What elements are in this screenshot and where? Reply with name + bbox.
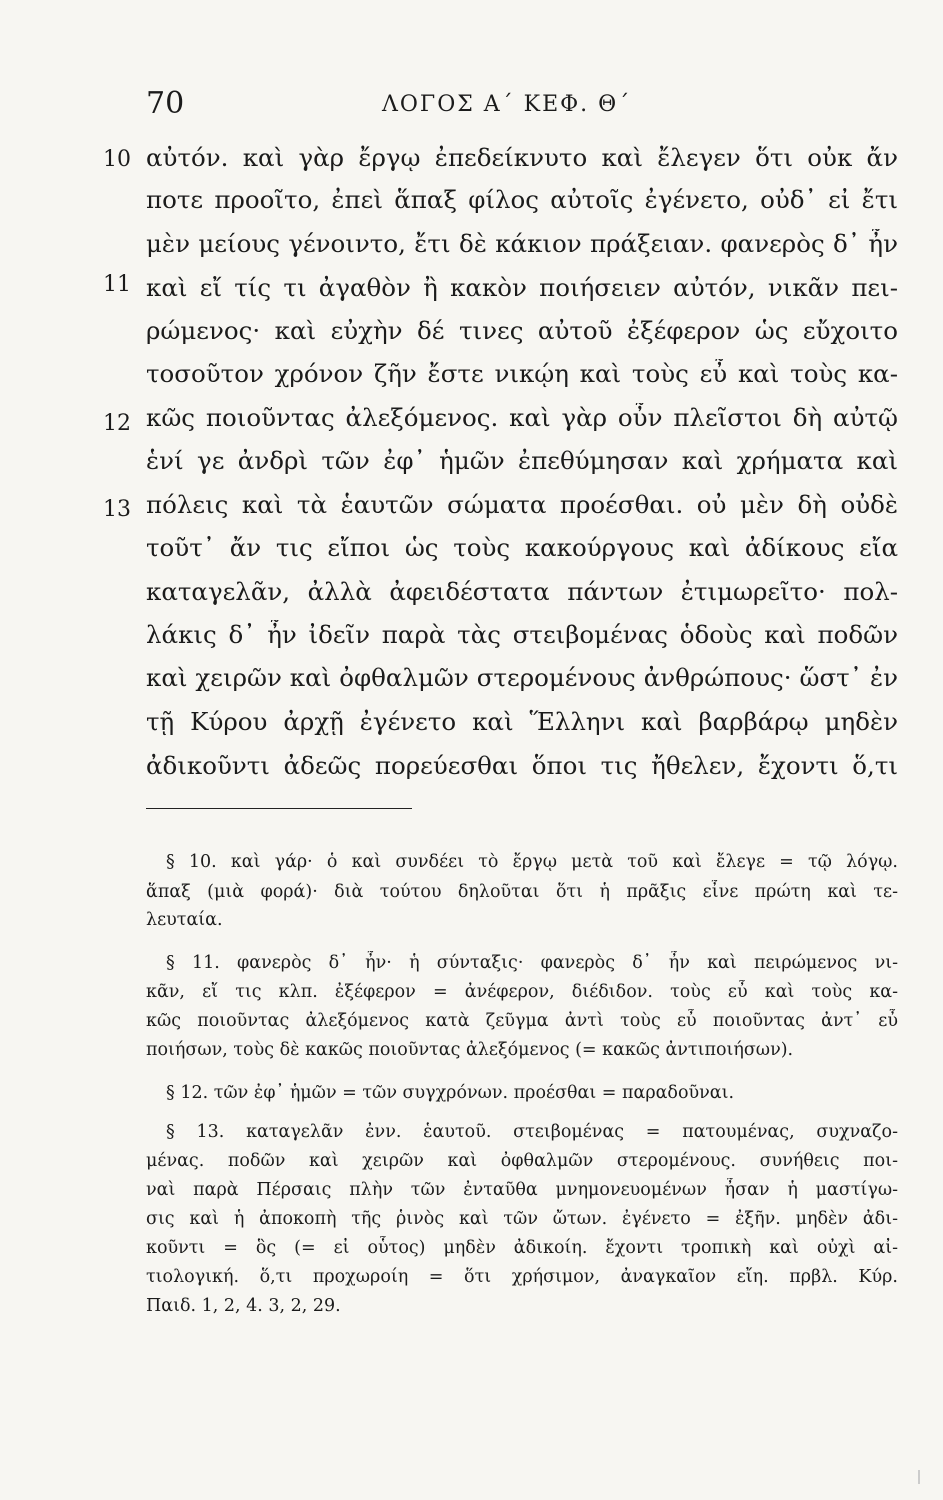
text-line: καὶ εἴ τίς τι ἀγαθὸν ἢ κακὸν ποιήσειεν αὐτόν, νικᾶν πει- <box>146 273 898 302</box>
footnote-line: § 10. καὶ γάρ· ὁ καὶ συνδέει τὸ ἔργῳ μετὰ τοῦ καὶ ἔλεγε = τῷ λόγῳ. <box>166 852 898 872</box>
text-line: ρώμενος· καὶ εὐχὴν δέ τινες αὐτοῦ ἐξέφερον ὡς εὔχοιτο <box>146 316 898 345</box>
footnote-line: κᾶν, εἴ τις κλπ. ἐξέφερον = ἀνέφερον, διέδιδον. τοὺς εὖ καὶ τοὺς κα- <box>146 982 898 1002</box>
running-head: ΛΟΓΟΣ Α΄ ΚΕΦ. Θ΄ <box>382 92 632 117</box>
text-line: καταγελᾶν, ἀλλὰ ἀφειδέστατα πάντων ἐτιμωρεῖτο· πολ- <box>146 577 898 606</box>
section-number-11: 11 <box>103 272 131 297</box>
text-line: λάκις δ᾽ ἦν ἰδεῖν παρὰ τὰς στειβομένας ὁδοὺς καὶ ποδῶν <box>146 620 898 649</box>
footnote-line: ἅπαξ (μιὰ φορά)· διὰ τούτου δηλοῦται ὅτι ἡ πρᾶξις εἶνε πρώτη καὶ τε- <box>146 882 898 902</box>
footnote-rule <box>146 808 412 809</box>
footnote-line: τιολογική. ὅ,τι προχωροίη = ὅτι χρήσιμον, ἀναγκαῖον εἴη. πρβλ. Κύρ. <box>146 1267 898 1287</box>
section-number-12: 12 <box>103 411 131 436</box>
text-line: καὶ χειρῶν καὶ ὀφθαλμῶν στερομένους ἀνθρώπους· ὥστ᾽ ἐν <box>146 663 898 692</box>
text-line: ποτε προοῖτο, ἐπεὶ ἅπαξ φίλος αὐτοῖς ἐγένετο, οὐδ᾽ εἰ ἔτι <box>146 185 898 214</box>
text-line: τοσοῦτον χρόνον ζῆν ἔστε νικῴη καὶ τοὺς εὖ καὶ τοὺς κα- <box>146 359 898 388</box>
footnote-line: λευταία. <box>146 910 223 930</box>
scan-mark <box>918 1470 920 1484</box>
footnote-line: κοῦντι = ὃς (= εἰ οὗτος) μηδὲν ἀδικοίη. ἔχοντι τροπικὴ καὶ οὐχὶ αἰ- <box>146 1238 898 1258</box>
section-number-13: 13 <box>103 497 131 522</box>
text-line: πόλεις καὶ τὰ ἑαυτῶν σώματα προέσθαι. οὐ μὲν δὴ οὐδὲ <box>146 490 898 519</box>
footnote-line: σις καὶ ἡ ἀποκοπὴ τῆς ῥινὸς καὶ τῶν ὤτων. ἐγένετο = ἐξῆν. μηδὲν ἀδι- <box>146 1209 898 1229</box>
text-line: αὐτόν. καὶ γὰρ ἔργῳ ἐπεδείκνυτο καὶ ἔλεγεν ὅτι οὐκ ἄν <box>146 143 898 172</box>
section-number-10: 10 <box>103 147 131 172</box>
footnote-line: μένας. ποδῶν καὶ χειρῶν καὶ ὀφθαλμῶν στερομένους. συνήθεις ποι- <box>146 1151 898 1171</box>
text-line: τοῦτ᾽ ἄν τις εἴποι ὡς τοὺς κακούργους καὶ ἀδίκους εἴα <box>146 533 898 562</box>
footnote-line: § 13. καταγελᾶν ἐνν. ἑαυτοῦ. στειβομένας = πατουμένας, συχναζο- <box>166 1122 898 1142</box>
footnote-line: ναὶ παρὰ Πέρσαις πλὴν τῶν ἐνταῦθα μνημονευομένων ἦσαν ἡ μαστίγω- <box>146 1180 898 1200</box>
footnote-line: κῶς ποιοῦντας ἀλεξόμενος κατὰ ζεῦγμα ἀντὶ τοὺς εὖ ποιοῦντας ἀντ᾽ εὖ <box>146 1011 898 1031</box>
footnote-line: Παιδ. 1, 2, 4. 3, 2, 29. <box>146 1296 341 1316</box>
text-line: μὲν μείους γένοιντο, ἔτι δὲ κάκιον πράξειαν. φανερὸς δ᾽ ἦν <box>146 229 898 258</box>
footnote-line: § 12. τῶν ἐφ᾽ ἡμῶν = τῶν συγχρόνων. προέσθαι = παραδοῦναι. <box>166 1083 735 1103</box>
page-number: 70 <box>146 86 185 121</box>
text-line: τῇ Κύρου ἀρχῇ ἐγένετο καὶ Ἕλληνι καὶ βαρβάρῳ μηδὲν <box>146 707 898 736</box>
footnote-line: § 11. φανερὸς δ᾽ ἦν· ἡ σύνταξις· φανερὸς δ᾽ ἦν καὶ πειρώμενος νι- <box>166 953 898 973</box>
footnote-line: ποιήσων, τοὺς δὲ κακῶς ποιοῦντας ἀλεξόμενος (= κακῶς ἀντιποιήσων). <box>146 1040 794 1060</box>
text-line: ἑνί γε ἀνδρὶ τῶν ἐφ᾽ ἡμῶν ἐπεθύμησαν καὶ χρήματα καὶ <box>146 446 898 475</box>
text-line: ἀδικοῦντι ἀδεῶς πορεύεσθαι ὅποι τις ἤθελεν, ἔχοντι ὅ,τι <box>146 751 898 780</box>
text-line: κῶς ποιοῦντας ἀλεξόμενος. καὶ γὰρ οὖν πλεῖστοι δὴ αὐτῷ <box>146 403 898 432</box>
